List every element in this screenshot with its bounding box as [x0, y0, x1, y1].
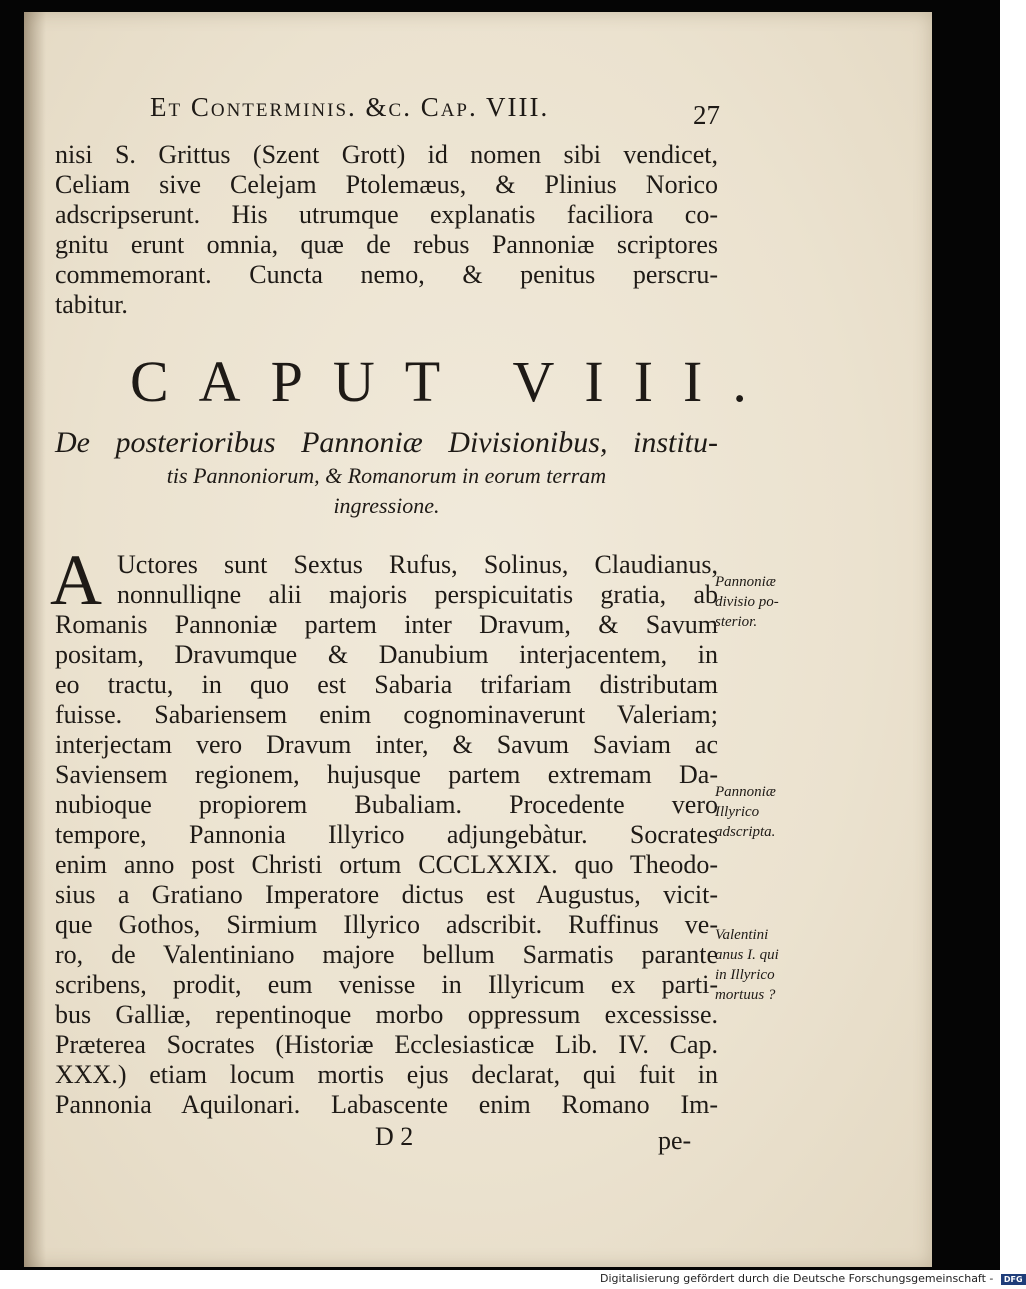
text-line: Uctores sunt Sextus Rufus, Solinus, Claudianus, [117, 550, 718, 579]
margin-note-line: Pannoniæ [715, 574, 776, 590]
text-line: interjectam vero Dravum inter, & Savum Saviam ac [55, 730, 718, 759]
running-head: Et Conterminis. &c. Cap. VIII. [150, 92, 550, 122]
chapter-title: CAPUT VIII. [130, 349, 777, 414]
intro-paragraph [55, 140, 718, 320]
text-line: tempore, Pannonia Illyrico adjungebàtur. Socrates [55, 820, 718, 849]
text-line: Saviensem regionem, hujusque partem extremam Da- [55, 760, 718, 789]
text-line: positam, Dravumque & Danubium interjacentem, in [55, 640, 718, 669]
subtitle-line: De posterioribus Pannoniæ Divisionibus, institu- [55, 426, 718, 459]
text-line: Celiam sive Celejam Ptolemæus, & Plinius Norico [55, 170, 718, 199]
catchword: pe- [658, 1126, 692, 1155]
margin-note-line: sterior. [715, 614, 758, 630]
margin-note-line: Illyrico [715, 804, 760, 820]
footer-text: Digitalisierung gefördert durch die Deutsche Forschungsgemeinschaft - [600, 1272, 994, 1285]
text-line: nonnulliqne alii majoris perspicuitatis gratia, ab [117, 580, 718, 609]
subtitle-line: ingressione. [333, 493, 440, 518]
margin-note-valentinianus [715, 925, 825, 1005]
text-line: gnitu erunt omnia, quæ de rebus Pannoniæ scriptores [55, 230, 718, 259]
margin-note-division [715, 572, 825, 632]
margin-note-line: Valentini [715, 927, 769, 943]
text-line: nubioque propiorem Bubaliam. Procedente vero [55, 790, 718, 819]
text-line: commemorant. Cuncta nemo, & penitus perscru- [55, 260, 718, 289]
drop-cap: A [50, 540, 102, 620]
text-line: adscripserunt. His utrumque explanatis faciliora co- [55, 200, 718, 229]
text-line: ro, de Valentiniano majore bellum Sarmatis parante [55, 940, 718, 969]
text-line: enim anno post Christi ortum CCCLXXIX. quo Theodo- [55, 850, 718, 879]
digitization-footer [600, 1272, 1026, 1285]
text-line: XXX.) etiam locum mortis ejus declarat, qui fuit in [55, 1060, 718, 1089]
text-line: scribens, prodit, eum venisse in Illyricum ex parti- [55, 970, 718, 999]
text-line: Præterea Socrates (Historiæ Ecclesiasticæ Lib. IV. Cap. [55, 1030, 718, 1059]
text-line: Pannonia Aquilonari. Labascente enim Romano Im- [55, 1090, 718, 1119]
body-paragraph [55, 550, 718, 1120]
margin-note-line: in Illyrico [715, 967, 775, 983]
dfg-logo-icon: DFG [1001, 1274, 1026, 1285]
margin-note-line: Pannoniæ [715, 784, 776, 800]
margin-note-illyrico [715, 782, 825, 842]
subtitle-line: tis Pannoniorum, & Romanorum in eorum terram [166, 463, 607, 488]
text-line: tabitur. [55, 290, 128, 319]
text-line: Romanis Pannoniæ partem inter Dravum, & Savum [55, 610, 718, 639]
margin-note-line: adscripta. [715, 824, 776, 840]
text-line: fuisse. Sabariensem enim cognominaverunt Valeriam; [55, 700, 718, 729]
margin-note-line: divisio po- [715, 594, 779, 610]
text-line: que Gothos, Sirmium Illyrico adscribit. Ruffinus ve- [55, 910, 718, 939]
text-line: eo tractu, in quo est Sabaria trifariam distributam [55, 670, 718, 699]
margin-note-line: anus I. qui [715, 947, 779, 963]
text-line: bus Galliæ, repentinoque morbo oppressum excessisse. [55, 1000, 718, 1029]
text-line: nisi S. Grittus (Szent Grott) id nomen sibi vendicet, [55, 140, 718, 169]
page-number: 27 [693, 100, 720, 130]
text-line: sius a Gratiano Imperatore dictus est Augustus, vicit- [55, 880, 718, 909]
signature-mark: D 2 [375, 1122, 414, 1151]
margin-note-line: mortuus ? [715, 987, 776, 1003]
chapter-subtitle [55, 425, 718, 521]
